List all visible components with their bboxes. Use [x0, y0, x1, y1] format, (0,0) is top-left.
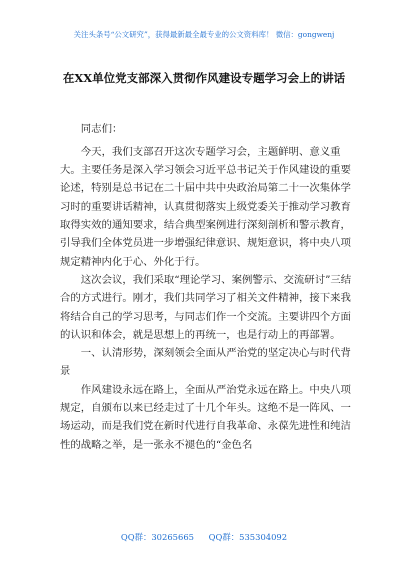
salutation: 同志们： [80, 123, 123, 135]
section-heading: 一、认清形势，深刻领会全面从严治党的坚定决心与时代背景 [60, 347, 351, 378]
document-body [60, 120, 360, 454]
header-banner: 关注头条号“公文研究”，获得最新最全最专业的公文资料库！ 微信：gongwenj [73, 30, 335, 39]
qq-group-1: QQ群：30265665 [120, 532, 194, 542]
footer-contact [0, 531, 408, 543]
qq-group-2: QQ群：535304092 [208, 532, 288, 542]
paragraph: 作风建设永远在路上，全面从严治党永远在路上。中央八项规定，自颁布以来已经走过了十几个年头。这绝不是一阵风、一场运动，而是我们党在新时代进行自我革命、永葆先进性和纯洁性的战略之举，是一张永不褪色的“金色名 [60, 383, 351, 451]
paragraph: 今天，我们支部召开这次专题学习会，主题鲜明、意义重大。主要任务是深入学习领会习近平总书记关于作风建设的重要论述，特别是总书记在二十届中共中央政治局第二十一次集体学习时的重要讲话精神，认真贯彻落实上级党委关于推动学习教育取得实效的通知要求，结合典型案例进行深刻剖析和警示教育，引导我们全体党员进一步增强纪律意识、规矩意识，将中央八项规定精神内化于心、外化于行。 [60, 145, 351, 268]
paragraph: 这次会议，我们采取“理论学习、案例警示、交流研讨”三结合的方式进行。刚才，我们共同学习了相关文件精神，接下来我将结合自己的学习思考，与同志们作一个交流。主要讲四个方面的认识和体会，就是思想上的再统一，也是行动上的再部署。 [60, 273, 352, 341]
document-title: 在XX单位党支部深入贯彻作风建设专题学习会上的讲话 [62, 71, 346, 85]
